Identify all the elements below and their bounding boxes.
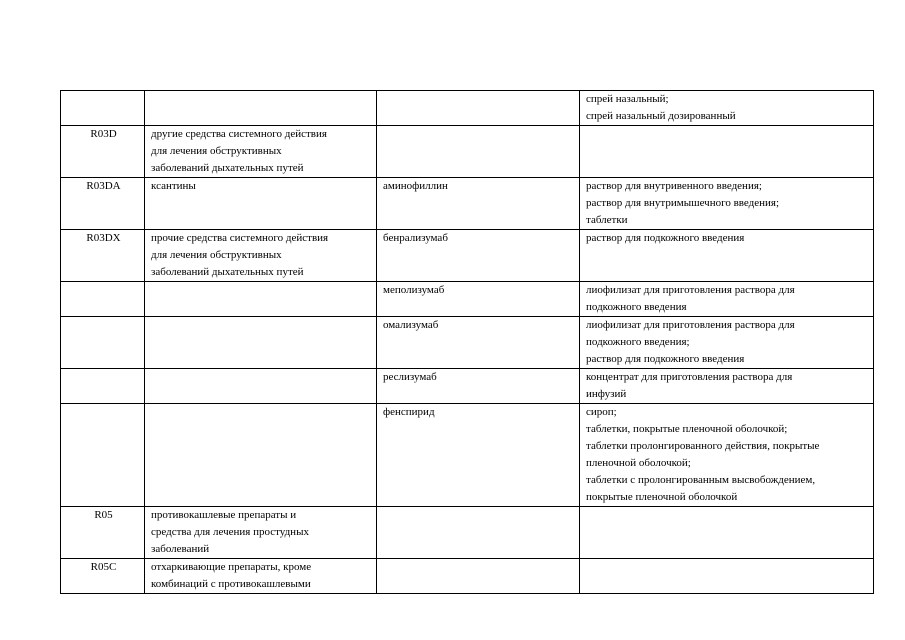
substance-cell: меполизумаб [377,282,580,317]
atc-code-cell: R03DX [61,230,145,282]
medication-table-body [61,91,874,594]
atc-code-cell: R05C [61,559,145,594]
dosage-form-cell: лиофилизат для приготовления раствора для подкожного введения [580,282,874,317]
dosage-form-cell [580,507,874,559]
atc-code-cell: R03D [61,126,145,178]
substance-cell: аминофиллин [377,178,580,230]
dosage-form-cell [580,126,874,178]
table-row [61,282,874,317]
substance-cell [377,91,580,126]
table-row [61,507,874,559]
substance-cell: бенрализумаб [377,230,580,282]
atc-code-cell: R03DA [61,178,145,230]
dosage-form-cell: раствор для внутривенного введения; раствор для внутримышечного введения; таблетки [580,178,874,230]
atc-code-cell [61,317,145,369]
table-row [61,404,874,507]
table-row [61,317,874,369]
group-name-cell [145,282,377,317]
substance-cell: реслизумаб [377,369,580,404]
group-name-cell [145,91,377,126]
table-row [61,178,874,230]
medication-table [60,90,874,594]
group-name-cell: другие средства системного действия для лечения обструктивных заболеваний дыхательных путей [145,126,377,178]
table-row [61,369,874,404]
substance-cell: фенспирид [377,404,580,507]
group-name-cell [145,369,377,404]
atc-code-cell [61,282,145,317]
dosage-form-cell: концентрат для приготовления раствора для инфузий [580,369,874,404]
substance-cell [377,126,580,178]
atc-code-cell: R05 [61,507,145,559]
substance-cell [377,507,580,559]
group-name-cell [145,317,377,369]
atc-code-cell [61,404,145,507]
table-row [61,126,874,178]
table-row [61,230,874,282]
table-row [61,91,874,126]
dosage-form-cell: лиофилизат для приготовления раствора для подкожного введения; раствор для подкожного введения [580,317,874,369]
dosage-form-cell: спрей назальный; спрей назальный дозированный [580,91,874,126]
group-name-cell: отхаркивающие препараты, кроме комбинаций с противокашлевыми [145,559,377,594]
table-row [61,559,874,594]
dosage-form-cell: раствор для подкожного введения [580,230,874,282]
atc-code-cell [61,91,145,126]
group-name-cell: прочие средства системного действия для лечения обструктивных заболеваний дыхательных путей [145,230,377,282]
substance-cell: омализумаб [377,317,580,369]
group-name-cell: ксантины [145,178,377,230]
group-name-cell: противокашлевые препараты и средства для лечения простудных заболеваний [145,507,377,559]
group-name-cell [145,404,377,507]
atc-code-cell [61,369,145,404]
dosage-form-cell [580,559,874,594]
dosage-form-cell: сироп; таблетки, покрытые пленочной оболочкой; таблетки пролонгированного действия, покрытые пленочной оболочкой; таблетки с пролонгированным высвобождением, покрытые пленочной оболочкой [580,404,874,507]
substance-cell [377,559,580,594]
